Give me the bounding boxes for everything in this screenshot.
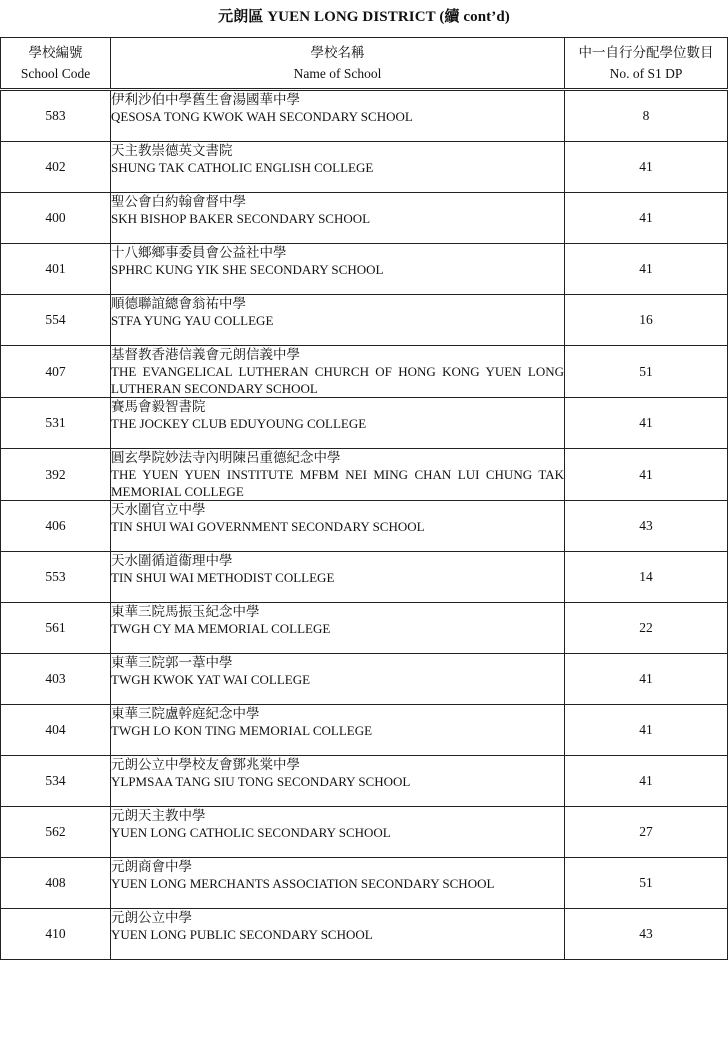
school-code: 392 (1, 449, 111, 501)
table-row (1, 346, 728, 398)
school-code: 531 (1, 398, 111, 449)
header-s1-dp (565, 38, 728, 90)
s1-dp-count: 41 (565, 756, 728, 807)
school-name-zh: 東華三院郭一葦中學 (111, 655, 233, 670)
s1-dp-count: 8 (565, 90, 728, 142)
school-name-en: TIN SHUI WAI GOVERNMENT SECONDARY SCHOOL (111, 519, 425, 534)
school-name (111, 807, 565, 858)
table-header-row (1, 38, 728, 90)
s1-dp-count: 14 (565, 552, 728, 603)
table-row (1, 398, 728, 449)
school-name-en: TWGH LO KON TING MEMORIAL COLLEGE (111, 723, 373, 738)
school-name-en: THE EVANGELICAL LUTHERAN CHURCH OF HONG KONG YUEN LONG LUTHERAN SECONDARY SCHOOL (111, 364, 564, 396)
header-school-name (111, 38, 565, 90)
table-row (1, 501, 728, 552)
s1-dp-count: 41 (565, 654, 728, 705)
s1-dp-count: 22 (565, 603, 728, 654)
table-row (1, 756, 728, 807)
table-body (1, 90, 728, 960)
s1-dp-count: 41 (565, 398, 728, 449)
school-code: 410 (1, 909, 111, 960)
school-code: 534 (1, 756, 111, 807)
school-name (111, 552, 565, 603)
school-code: 407 (1, 346, 111, 398)
header-code-en: School Code (20, 66, 91, 81)
table-row (1, 449, 728, 501)
school-name (111, 501, 565, 552)
school-code: 562 (1, 807, 111, 858)
s1-dp-count: 41 (565, 193, 728, 244)
school-name-zh: 圓玄學院妙法寺內明陳呂重德紀念中學 (111, 450, 341, 465)
header-name-en: Name of School (293, 66, 382, 81)
table-row (1, 142, 728, 193)
school-name-zh: 基督教香港信義會元朗信義中學 (111, 347, 300, 362)
school-name-zh: 天主教崇德英文書院 (111, 143, 233, 158)
school-code: 561 (1, 603, 111, 654)
table-row (1, 705, 728, 756)
school-name-en: TWGH KWOK YAT WAI COLLEGE (111, 672, 311, 687)
table-row (1, 603, 728, 654)
school-name (111, 193, 565, 244)
table-row (1, 654, 728, 705)
school-name-zh: 東華三院馬振玉紀念中學 (111, 604, 260, 619)
school-code: 406 (1, 501, 111, 552)
school-name-en: SKH BISHOP BAKER SECONDARY SCHOOL (111, 211, 371, 226)
school-code: 403 (1, 654, 111, 705)
s1-dp-count: 41 (565, 449, 728, 501)
school-code: 402 (1, 142, 111, 193)
school-code: 554 (1, 295, 111, 346)
header-code-zh: 學校編號 (28, 45, 83, 60)
school-code: 553 (1, 552, 111, 603)
school-name (111, 142, 565, 193)
school-name (111, 705, 565, 756)
school-name (111, 398, 565, 449)
school-name-zh: 天水圍官立中學 (111, 502, 206, 517)
school-name (111, 295, 565, 346)
school-name (111, 756, 565, 807)
school-name-en: QESOSA TONG KWOK WAH SECONDARY SCHOOL (111, 109, 413, 124)
table-row (1, 858, 728, 909)
school-name-en: TIN SHUI WAI METHODIST COLLEGE (111, 570, 335, 585)
school-table (0, 37, 728, 960)
school-name-zh: 順德聯誼總會翁祐中學 (111, 296, 246, 311)
school-name-zh: 元朗商會中學 (111, 859, 192, 874)
school-name-en: YUEN LONG CATHOLIC SECONDARY SCHOOL (111, 825, 391, 840)
school-name (111, 346, 565, 398)
s1-dp-count: 43 (565, 909, 728, 960)
s1-dp-count: 51 (565, 858, 728, 909)
school-name-en: YUEN LONG MERCHANTS ASSOCIATION SECONDARY SCHOOL (111, 876, 495, 891)
school-name-en: STFA YUNG YAU COLLEGE (111, 313, 274, 328)
table-row (1, 807, 728, 858)
school-code: 408 (1, 858, 111, 909)
school-name-en: SHUNG TAK CATHOLIC ENGLISH COLLEGE (111, 160, 374, 175)
s1-dp-count: 41 (565, 244, 728, 295)
school-name-en: SPHRC KUNG YIK SHE SECONDARY SCHOOL (111, 262, 384, 277)
school-code: 404 (1, 705, 111, 756)
table-row (1, 244, 728, 295)
s1-dp-count: 16 (565, 295, 728, 346)
school-name-zh: 天水圍循道衞理中學 (111, 553, 233, 568)
s1-dp-count: 51 (565, 346, 728, 398)
table-row (1, 295, 728, 346)
school-name (111, 909, 565, 960)
table-row (1, 193, 728, 244)
school-name-zh: 賽馬會毅智書院 (111, 399, 206, 414)
school-name (111, 858, 565, 909)
s1-dp-count: 41 (565, 705, 728, 756)
school-name (111, 654, 565, 705)
school-name (111, 90, 565, 142)
school-code: 400 (1, 193, 111, 244)
school-name-en: TWGH CY MA MEMORIAL COLLEGE (111, 621, 331, 636)
school-name-zh: 元朗公立中學 (111, 910, 192, 925)
table-row (1, 90, 728, 142)
s1-dp-count: 41 (565, 142, 728, 193)
school-name-zh: 元朗公立中學校友會鄧兆棠中學 (111, 757, 300, 772)
school-name (111, 244, 565, 295)
school-name-zh: 聖公會白約翰會督中學 (111, 194, 246, 209)
school-name-en: THE YUEN YUEN INSTITUTE MFBM NEI MING CHAN LUI CHUNG TAK MEMORIAL COLLEGE (111, 467, 564, 499)
school-name-en: THE JOCKEY CLUB EDUYOUNG COLLEGE (111, 416, 367, 431)
school-name-zh: 伊利沙伯中學舊生會湯國華中學 (111, 92, 300, 107)
page-title: 元朗區 YUEN LONG DISTRICT (續 cont’d) (218, 9, 510, 25)
header-name-zh: 學校名稱 (310, 45, 365, 60)
header-dp-zh: 中一自行分配學位數目 (578, 45, 714, 60)
school-name-en: YLPMSAA TANG SIU TONG SECONDARY SCHOOL (111, 774, 411, 789)
s1-dp-count: 43 (565, 501, 728, 552)
school-code: 583 (1, 90, 111, 142)
school-code: 401 (1, 244, 111, 295)
table-row (1, 552, 728, 603)
school-name (111, 603, 565, 654)
table-row (1, 909, 728, 960)
school-name-en: YUEN LONG PUBLIC SECONDARY SCHOOL (111, 927, 373, 942)
school-name-zh: 東華三院盧幹庭紀念中學 (111, 706, 260, 721)
school-name-zh: 元朗天主教中學 (111, 808, 206, 823)
school-name-zh: 十八鄉鄉事委員會公益社中學 (111, 245, 287, 260)
school-name (111, 449, 565, 501)
header-school-code (1, 38, 111, 90)
s1-dp-count: 27 (565, 807, 728, 858)
header-dp-en: No. of S1 DP (609, 66, 683, 81)
